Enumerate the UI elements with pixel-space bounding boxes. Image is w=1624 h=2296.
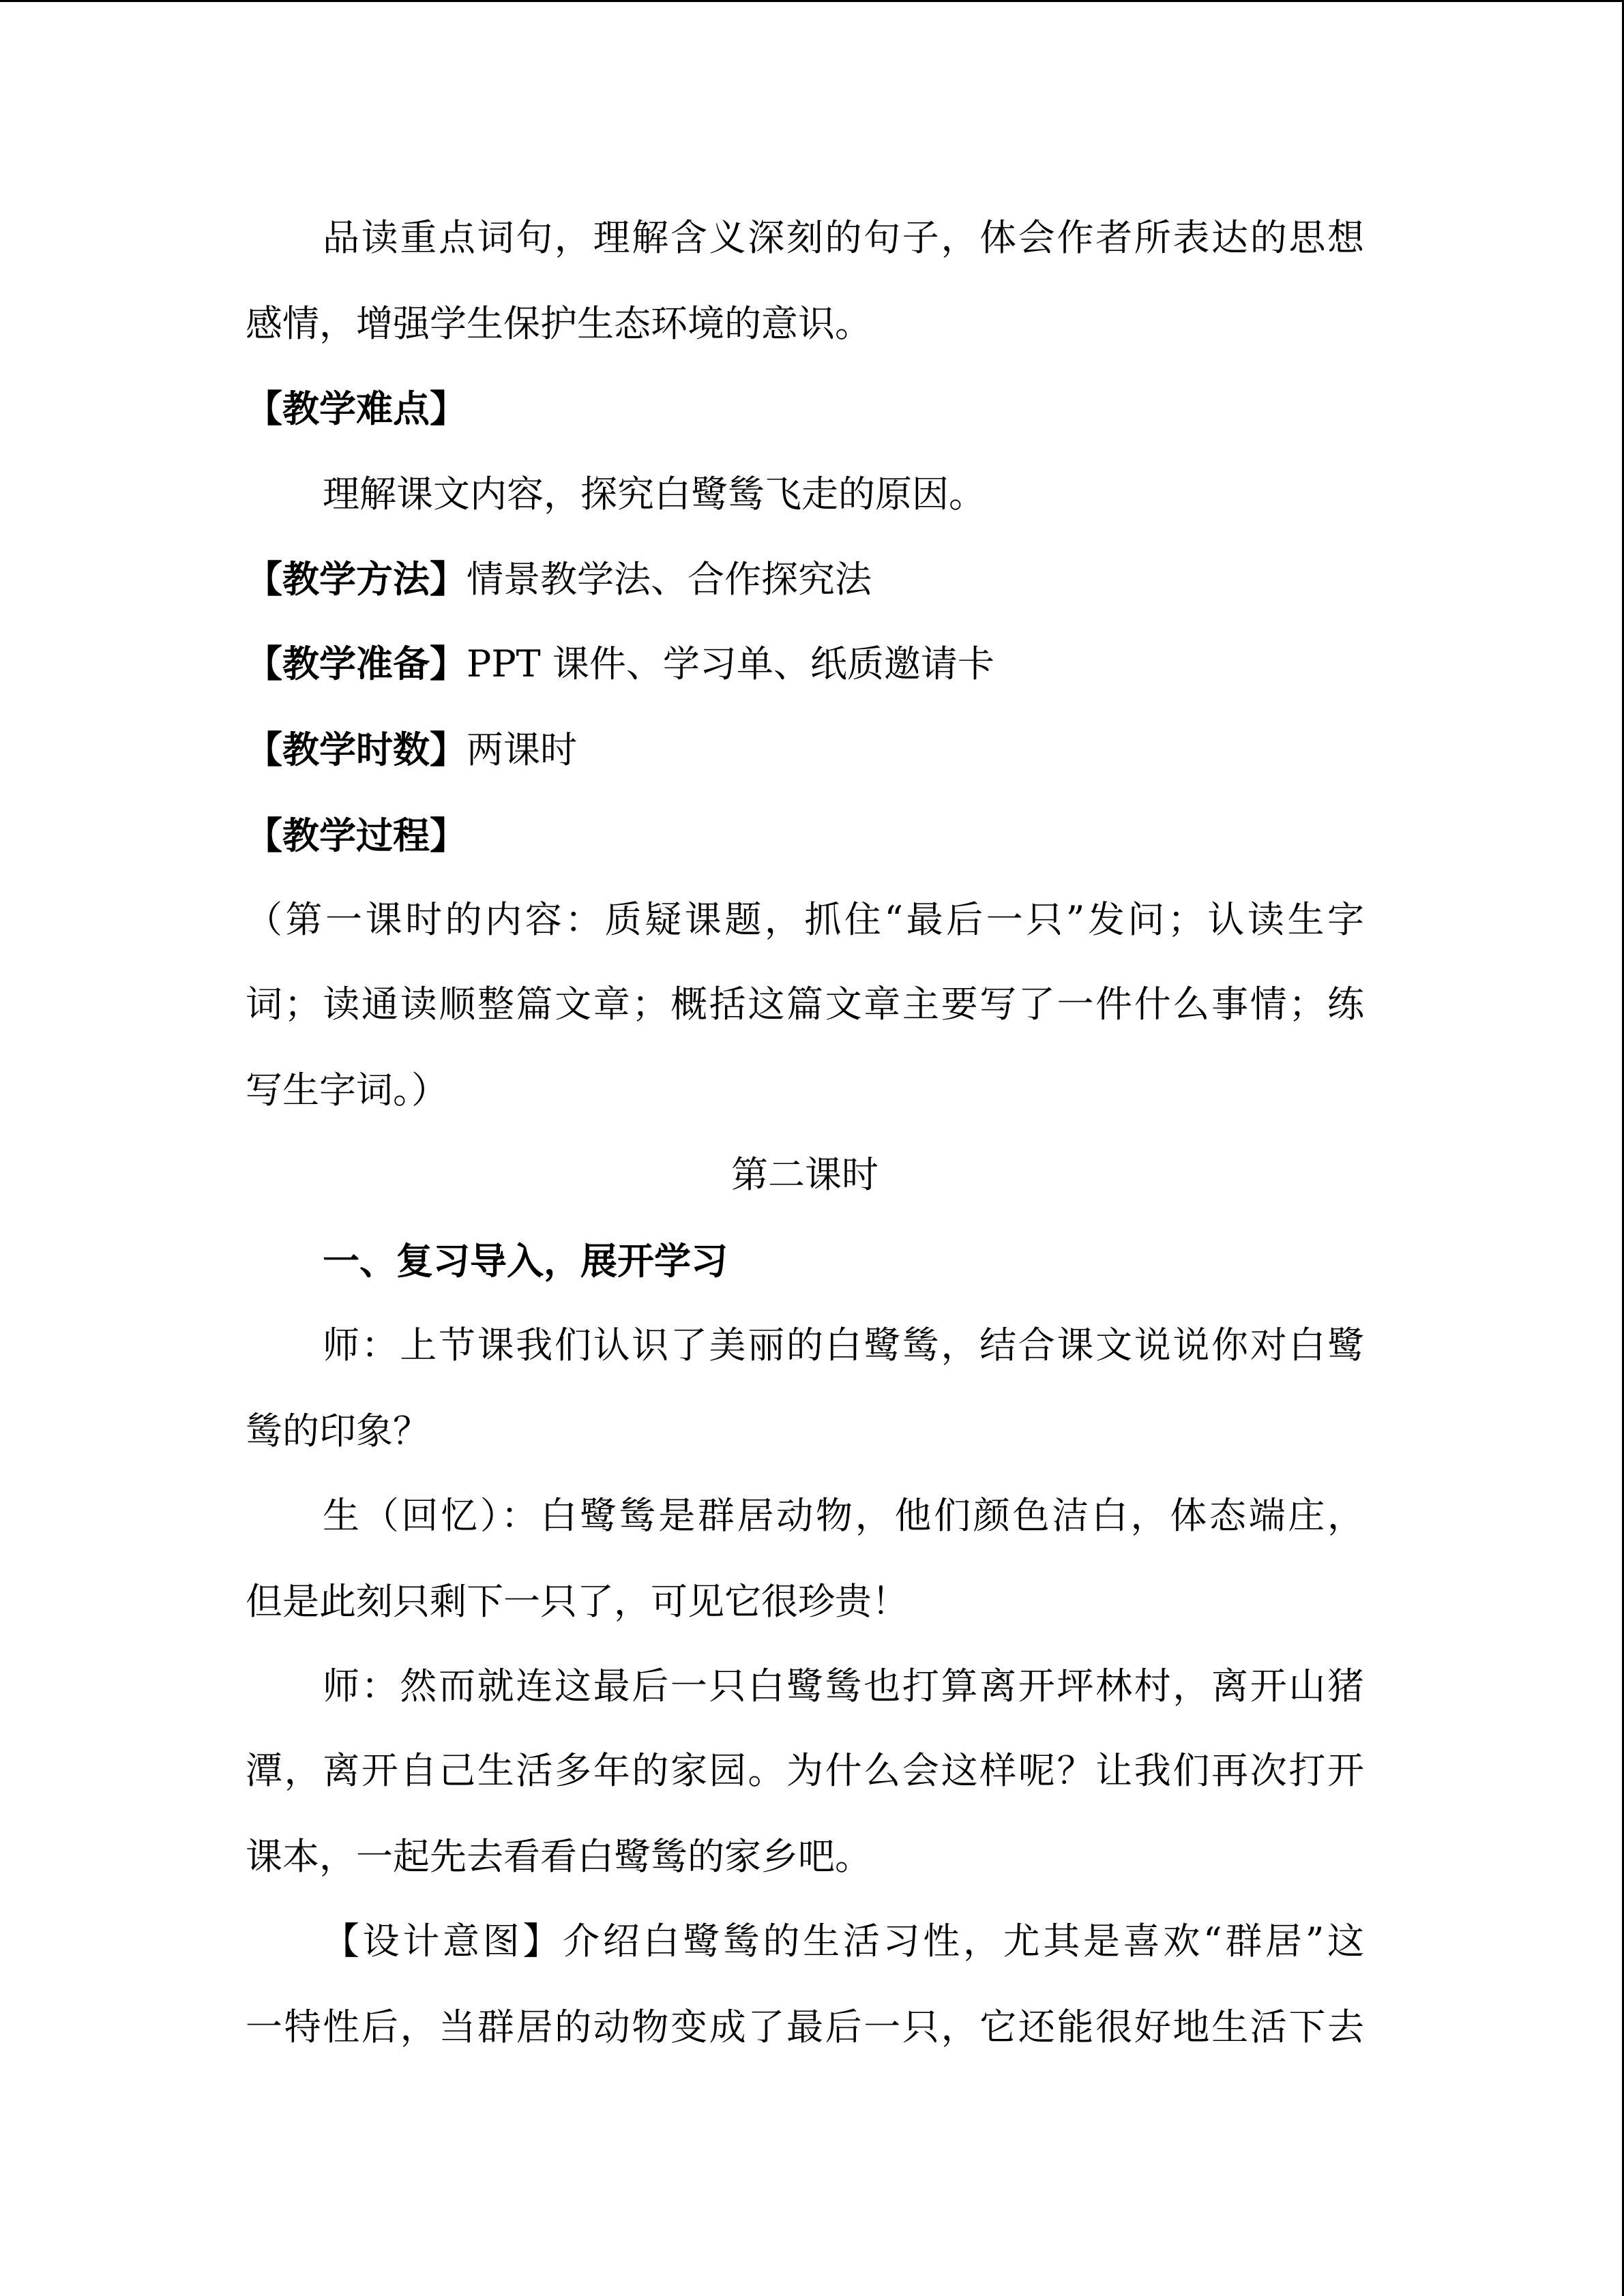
section1-heading: 一、复习导入，展开学习 (323, 1240, 728, 1282)
page-top-border (0, 0, 1624, 2)
hours-value: 两课时 (467, 728, 577, 771)
method-row (246, 558, 1364, 601)
key-words-paragraph-line-1: 品读重点词句，理解含义深刻的句子，体会作者所表达的思想 (323, 217, 1364, 259)
teacher-line-2a: 师：然而就连这最后一只白鹭鸶也打算离开坪林村，离开山猪 (323, 1665, 1364, 1708)
lesson1-note-line-1: （第一课时的内容：质疑课题，抓住“最后一只”发问；认读生字 (246, 899, 1364, 941)
teacher-line-1a: 师：上节课我们认识了美丽的白鹭鸶，结合课文说说你对白鹭 (323, 1324, 1364, 1367)
process-heading: 【教学过程】 (246, 814, 467, 856)
lesson1-note-line-2: 词；读通读顺整篇文章；概括这篇文章主要写了一件什么事情；练 (246, 983, 1364, 1026)
method-label: 【教学方法】 (246, 558, 467, 601)
prep-value: PPT 课件、学习单、纸质邀请卡 (467, 642, 994, 685)
teacher-line-2c: 课本，一起先去看看白鹭鸶的家乡吧。 (246, 1836, 872, 1878)
student-line-1b: 但是此刻只剩下一只了，可见它很珍贵！ (246, 1581, 909, 1623)
teacher-line-2b: 潭，离开自己生活多年的家园。为什么会这样呢？让我们再次打开 (246, 1750, 1364, 1792)
lesson2-title: 第二课时 (731, 1154, 879, 1196)
design-intent-line-1: 【设计意图】介绍白鹭鸶的生活习性，尤其是喜欢“群居”这 (323, 1920, 1364, 1963)
prep-label: 【教学准备】 (246, 642, 467, 685)
difficulty-heading: 【教学难点】 (246, 387, 467, 430)
lesson1-note-line-3: 写生字词。） (246, 1069, 448, 1112)
hours-label: 【教学时数】 (246, 728, 467, 771)
hours-row (246, 728, 1364, 771)
prep-row (246, 642, 1364, 685)
method-value: 情景教学法、合作探究法 (467, 558, 872, 601)
design-intent-line-2: 一特性后，当群居的动物变成了最后一只，它还能很好地生活下去 (246, 2006, 1364, 2048)
student-line-1a: 生（回忆）：白鹭鸶是群居动物，他们颜色洁白，体态端庄， (323, 1495, 1364, 1537)
difficulty-text: 理解课文内容，探究白鹭鸶飞走的原因。 (323, 473, 986, 516)
teacher-line-1b: 鸶的印象？ (246, 1410, 430, 1452)
key-words-paragraph-line-2: 感情，增强学生保护生态环境的意识。 (246, 303, 872, 345)
